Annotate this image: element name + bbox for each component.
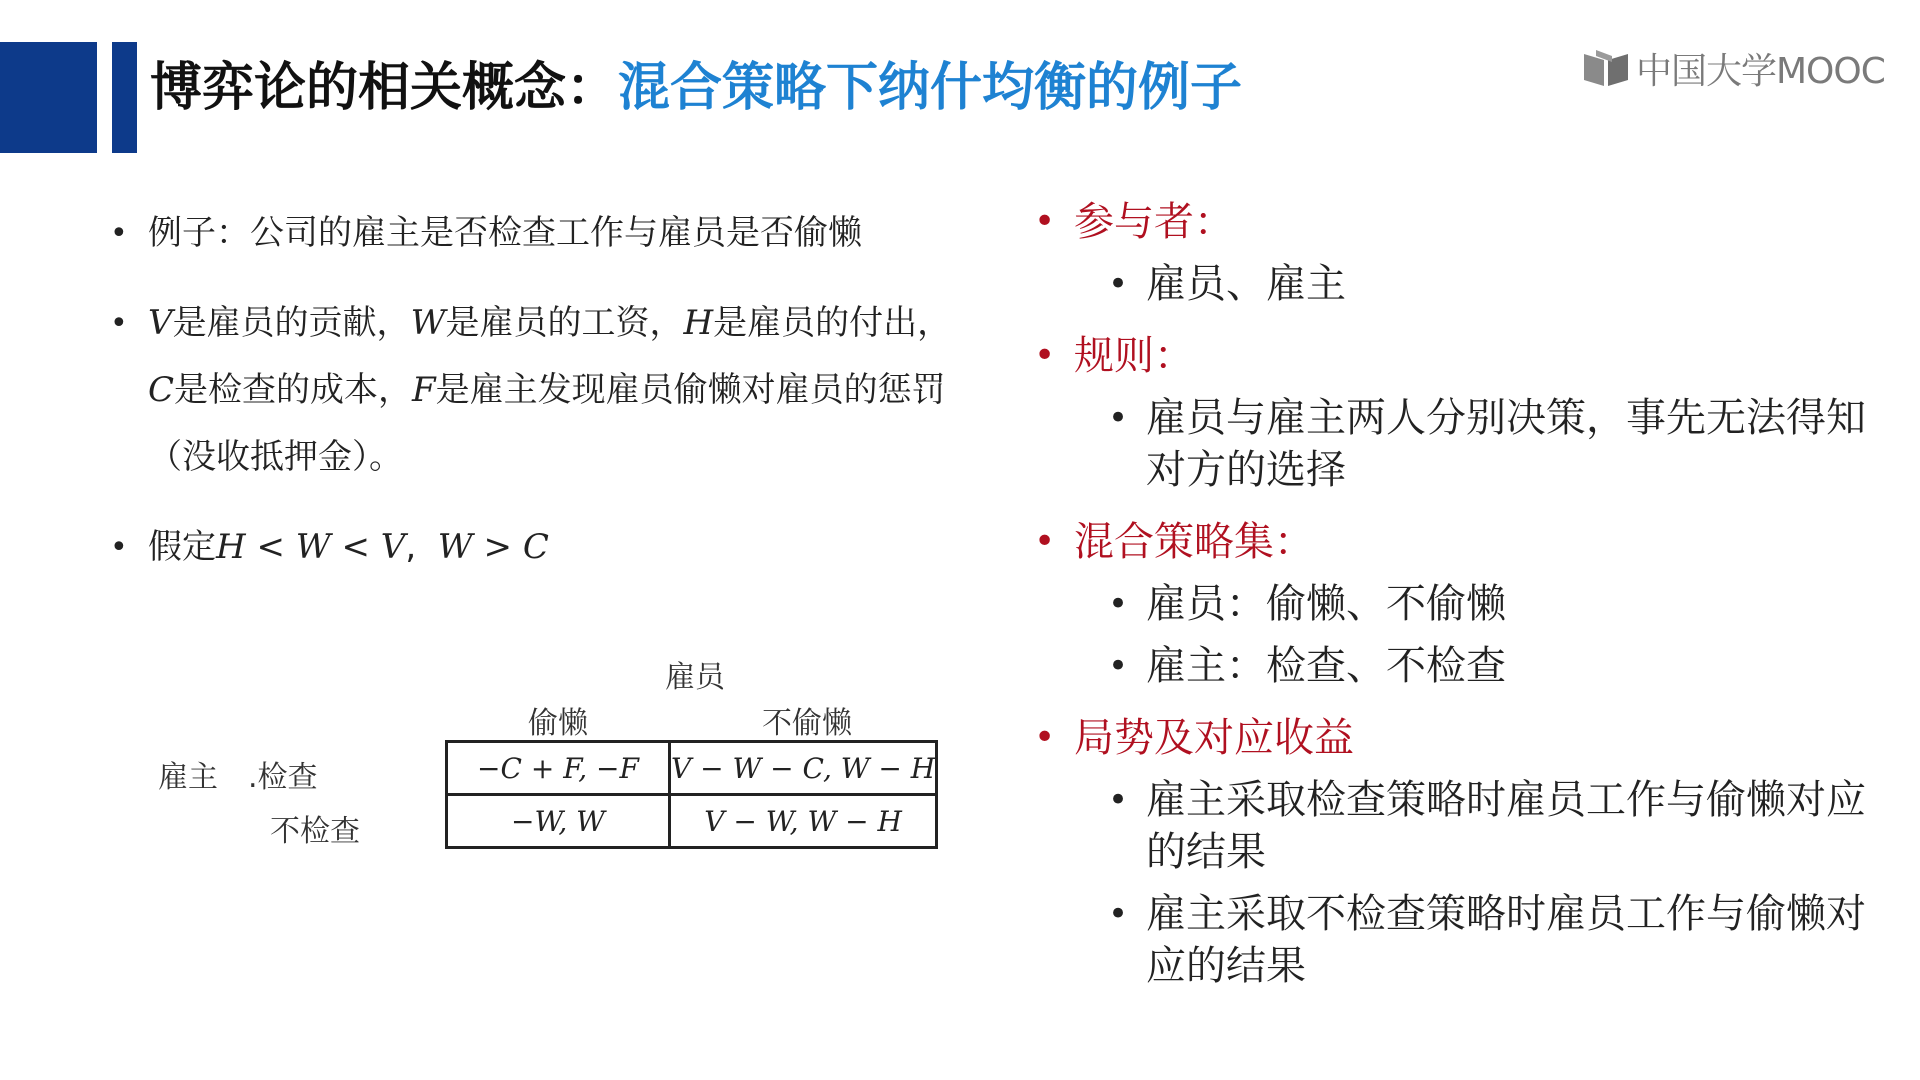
- participants-item: [1034, 258, 1894, 310]
- definition-c-text: 是检查的成本，: [174, 370, 413, 410]
- symbol-f: F: [412, 370, 436, 410]
- col-strategy-work: 不偷懒: [762, 706, 852, 741]
- bullet-dot: •: [1034, 521, 1056, 562]
- assumption-inequality-1: H < W < V: [216, 527, 406, 567]
- payoff-row-check: [447, 742, 937, 795]
- definition-h-text: 是雇员的付出，: [713, 303, 952, 343]
- strategy-employee-text: 雇员：偷懒、不偷懒: [1146, 581, 1506, 627]
- symbol-v: V: [148, 303, 173, 343]
- symbol-w: W: [410, 303, 446, 343]
- symbol-c: C: [148, 370, 175, 410]
- symbol-h: H: [683, 303, 714, 343]
- right-content: [1034, 196, 1894, 992]
- heading-strategy-set: [1034, 516, 1894, 568]
- row-player-label: 雇主: [158, 760, 218, 795]
- bullet-definitions: [108, 290, 968, 491]
- heading-payoffs-text: 局势及对应收益: [1074, 715, 1354, 761]
- payoff-row-nocheck: [447, 795, 937, 848]
- rules-item: [1034, 392, 1894, 496]
- mooc-logo: [1582, 46, 1885, 90]
- payoff-check-text: 雇主采取检查策略时雇员工作与偷懒对应的结果: [1146, 777, 1866, 875]
- bullet-dot: •: [1034, 717, 1056, 758]
- strategy-employer-item: [1034, 640, 1894, 692]
- bullet-dot: •: [110, 530, 128, 565]
- col-strategy-shirk: 偷懒: [528, 706, 588, 741]
- bullet-example: [108, 200, 968, 267]
- payoff-nocheck-item: [1034, 888, 1894, 992]
- row-strategy-check: .检查: [248, 760, 318, 795]
- rules-text: 雇员与雇主两人分别决策，事先无法得知对方的选择: [1146, 395, 1866, 493]
- title-sub: 混合策略下纳什均衡的例子: [618, 58, 1243, 118]
- bullet-dot: •: [110, 216, 128, 251]
- logo-text: 中国大学MOOC: [1636, 50, 1885, 92]
- col-player-label: 雇员: [665, 660, 725, 695]
- bullet-example-text: 例子：公司的雇主是否检查工作与雇员是否偷懒: [148, 213, 862, 253]
- assumption-prefix: 假定: [148, 527, 216, 567]
- heading-rules: [1034, 330, 1894, 382]
- assumption-inequality-2: W > C: [437, 527, 549, 567]
- payoff-table: [445, 740, 938, 849]
- bullet-dot: •: [1034, 335, 1056, 376]
- assumption-separator: ,: [405, 527, 438, 567]
- heading-strategy-set-text: 混合策略集：: [1074, 519, 1314, 565]
- bullet-assumption: [108, 514, 968, 581]
- bullet-dot: •: [1108, 584, 1129, 624]
- bullet-dot: •: [1108, 398, 1129, 438]
- payoff-matrix: [140, 650, 960, 870]
- row-strategy-nocheck: 不检查: [270, 814, 360, 849]
- bullet-dot: •: [1034, 201, 1056, 242]
- participants-text: 雇员、雇主: [1146, 261, 1346, 307]
- strategy-employee-item: [1034, 578, 1894, 630]
- payoff-cell-nocheck-work: V − W, W − H: [670, 795, 937, 848]
- header-accent-bar: [112, 42, 137, 153]
- bullet-dot: •: [1108, 646, 1129, 686]
- bullet-dot: •: [1108, 894, 1129, 934]
- title-main: 博弈论的相关概念：: [150, 58, 619, 118]
- payoff-cell-check-work: V − W − C, W − H: [670, 742, 937, 795]
- bullet-dot: •: [110, 306, 128, 341]
- bullet-dot: •: [1108, 780, 1129, 820]
- heading-participants: [1034, 196, 1894, 248]
- heading-payoffs: [1034, 712, 1894, 764]
- definition-f-text: 是雇主发现雇员偷懒对雇员的惩罚（没收抵押金）。: [148, 370, 946, 477]
- bullet-dot: •: [1108, 264, 1129, 304]
- strategy-employer-text: 雇主：检查、不检查: [1146, 643, 1506, 689]
- payoff-cell-nocheck-shirk: −W, W: [447, 795, 670, 848]
- left-content: [108, 200, 968, 581]
- payoff-nocheck-text: 雇主采取不检查策略时雇员工作与偷懒对应的结果: [1146, 891, 1866, 989]
- slide-title: [150, 48, 1242, 128]
- header-accent-block: [0, 42, 97, 153]
- payoff-cell-check-shirk: −C + F, −F: [447, 742, 670, 795]
- heading-participants-text: 参与者：: [1074, 199, 1234, 245]
- definition-v-text: 是雇员的贡献，: [172, 303, 411, 343]
- book-icon: [1582, 48, 1630, 88]
- payoff-check-item: [1034, 774, 1894, 878]
- heading-rules-text: 规则：: [1074, 333, 1194, 379]
- definition-w-text: 是雇员的工资，: [445, 303, 684, 343]
